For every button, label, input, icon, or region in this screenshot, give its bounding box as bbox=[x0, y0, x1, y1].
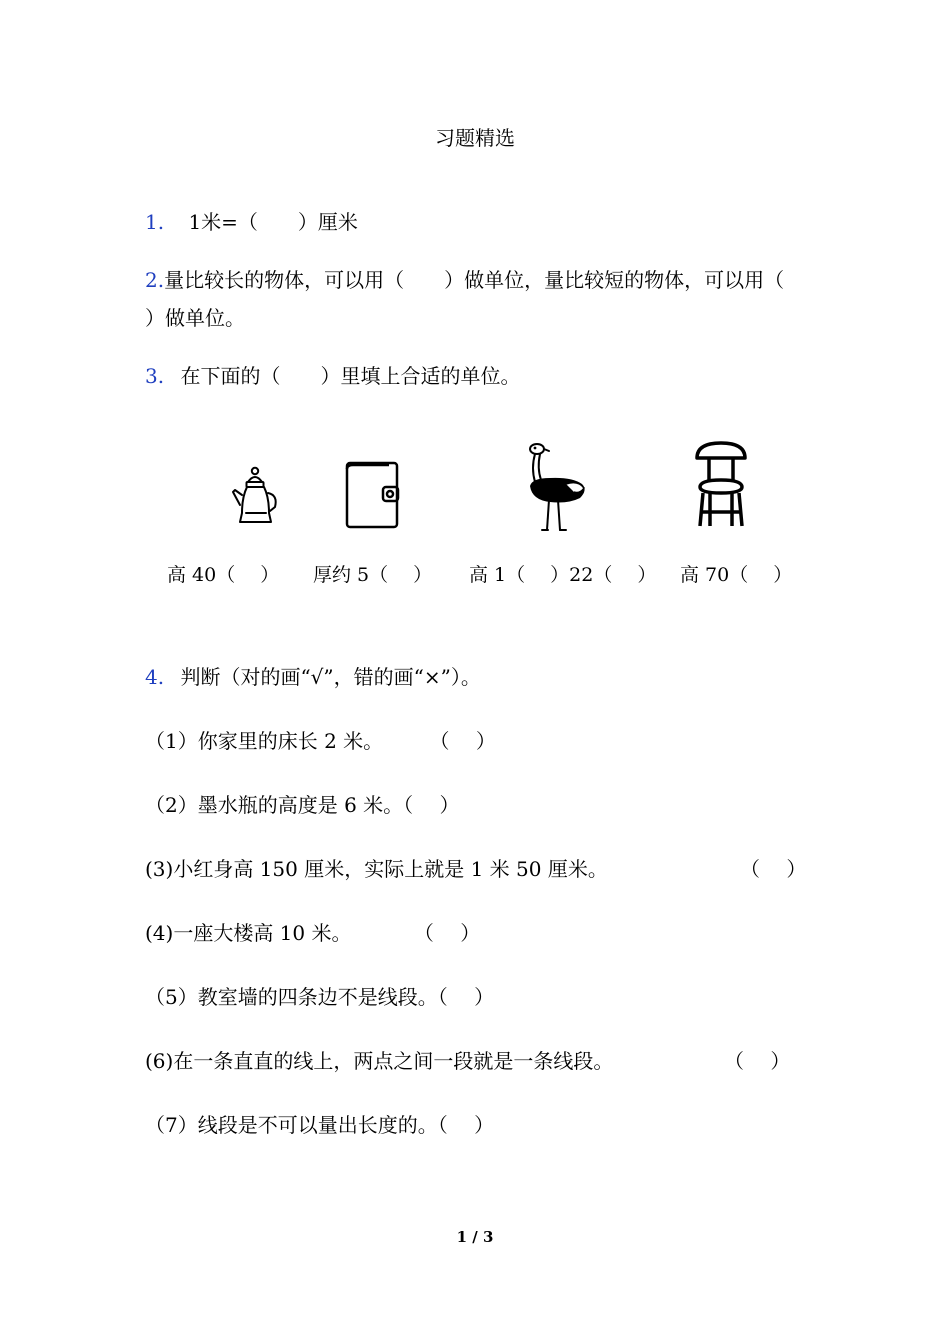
judge-item-3 bbox=[145, 855, 608, 883]
judge-item-4-text: (4)一座大楼高 10 米。 bbox=[145, 921, 352, 945]
question-2-number: 2. bbox=[145, 268, 165, 292]
caption-ostrich: 高 1（ ）22（ ） bbox=[469, 564, 657, 586]
judge-item-1 bbox=[145, 727, 496, 755]
teapot-icon bbox=[228, 465, 284, 527]
ostrich-icon bbox=[518, 440, 590, 535]
caption-stool: 高 70（ ） bbox=[680, 564, 793, 586]
judge-item-2: （2）墨水瓶的高度是 6 米。（ ） bbox=[145, 793, 460, 817]
wallet-icon bbox=[343, 460, 403, 530]
question-4-text: 判断（对的画“√”，错的画“×”）。 bbox=[180, 665, 481, 689]
judge-item-3-text: (3)小红身高 150 厘米，实际上就是 1 米 50 厘米。 bbox=[145, 857, 608, 881]
judge-item-1-text: （1）你家里的床长 2 米。 bbox=[145, 729, 384, 753]
question-3 bbox=[145, 362, 520, 390]
judge-item-3-paren: （ ） bbox=[740, 857, 807, 881]
question-1-number: 1. bbox=[145, 210, 165, 234]
page-number: 1 / 3 bbox=[456, 1228, 494, 1246]
question-1-text: 1米=（ ）厘米 bbox=[188, 210, 358, 234]
question-2 bbox=[145, 266, 784, 294]
question-2-line2: ）做单位。 bbox=[145, 306, 245, 330]
question-2-text-line1: 量比较长的物体，可以用（ ）做单位，量比较短的物体，可以用（ bbox=[164, 268, 785, 292]
caption-teapot: 高 40（ ） bbox=[167, 564, 280, 586]
stool-icon bbox=[692, 440, 750, 530]
question-1 bbox=[145, 208, 358, 236]
question-4-number: 4. bbox=[145, 665, 165, 689]
judge-item-6-paren: （ ） bbox=[724, 1049, 791, 1073]
page-title: 习题精选 bbox=[435, 126, 515, 150]
judge-item-7: （7）线段是不可以量出长度的。（ ） bbox=[145, 1113, 495, 1137]
question-3-number: 3. bbox=[145, 364, 165, 388]
caption-wallet: 厚约 5（ ） bbox=[313, 564, 433, 586]
judge-item-1-paren: （ ） bbox=[429, 729, 496, 753]
judge-item-5: （5）教室墙的四条边不是线段。（ ） bbox=[145, 985, 495, 1009]
judge-item-4-paren: （ ） bbox=[413, 921, 481, 945]
judge-item-6-text: (6)在一条直直的线上，两点之间一段就是一条线段。 bbox=[145, 1049, 614, 1073]
question-3-text: 在下面的（ ）里填上合适的单位。 bbox=[180, 364, 521, 388]
judge-item-6 bbox=[145, 1047, 613, 1075]
question-4 bbox=[145, 663, 481, 691]
judge-item-4 bbox=[145, 919, 480, 947]
